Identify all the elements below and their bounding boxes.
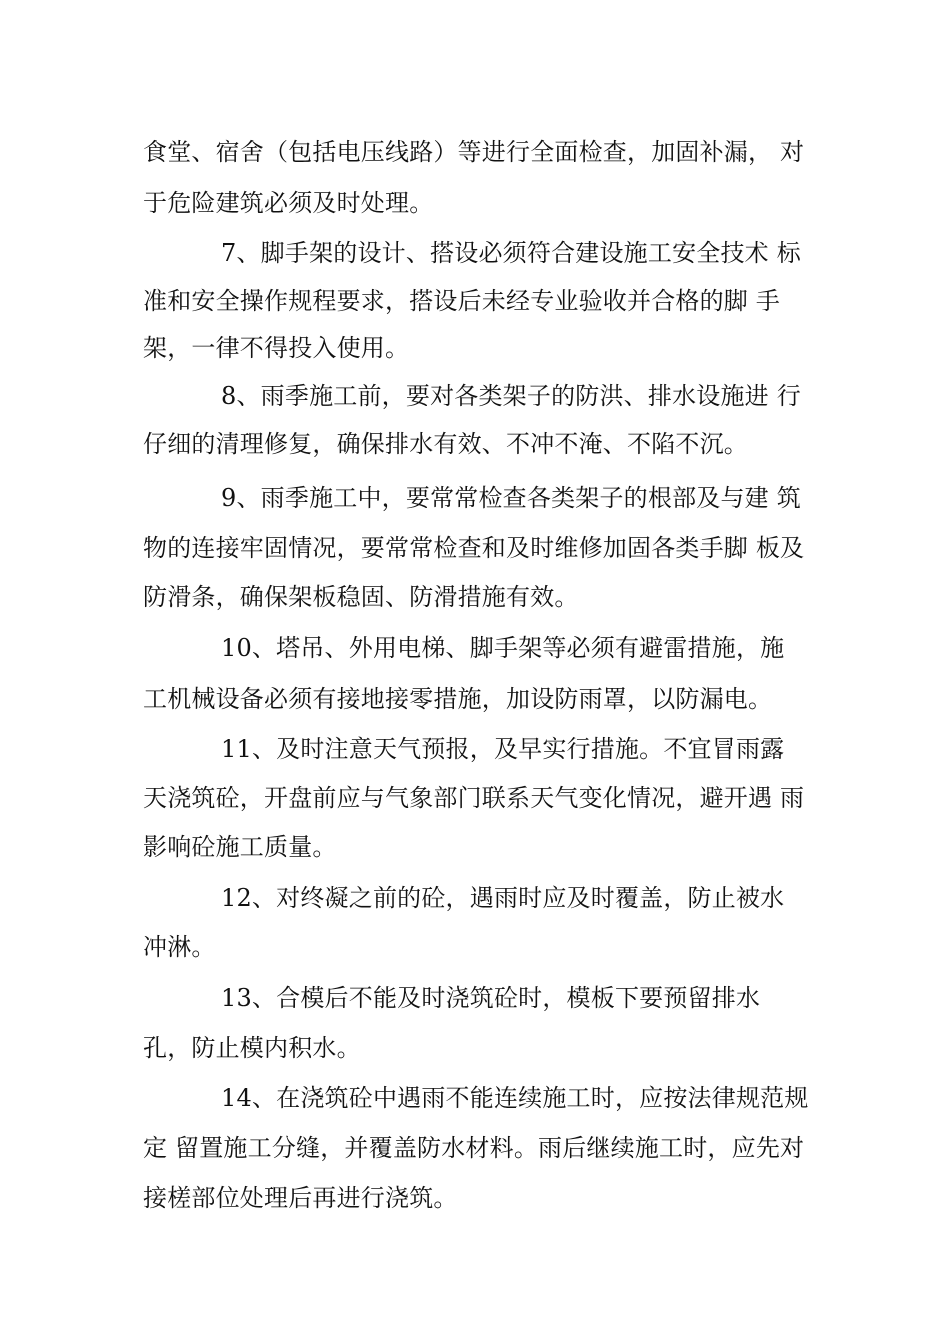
text-line: 定 留置施工分缝，并覆盖防水材料。雨后继续施工时，应先对 [143,1134,805,1162]
paragraph-10-line: 10、塔吊、外用电梯、脚手架等必须有避雷措施，施 [221,634,785,662]
text-line: 防滑条，确保架板稳固、防滑措施有效。 [143,583,579,611]
paragraph-13-line: 13、合模后不能及时浇筑砼时，模板下要预留排水 [221,984,761,1012]
text-line: 冲淋。 [143,933,216,961]
paragraph-7-line: 7、脚手架的设计、搭设必须符合建设施工安全技术 标 [221,239,801,267]
paragraph-8-line: 8、雨季施工前，要对各类架子的防洪、排水设施进 行 [221,382,801,410]
text-line: 于危险建筑必须及时处理。 [143,189,434,217]
paragraph-14-line: 14、在浇筑砼中遇雨不能连续施工时，应按法律规范规 [221,1084,809,1112]
text-line: 仔细的清理修复，确保排水有效、不冲不淹、不陷不沉。 [143,430,748,458]
text-line: 影响砼施工质量。 [143,833,337,861]
text-line: 物的连接牢固情况，要常常检查和及时维修加固各类手脚 板及 [143,534,805,562]
paragraph-11-line: 11、及时注意天气预报，及早实行措施。不宜冒雨露 [221,735,785,763]
text-line: 架，一律不得投入使用。 [143,334,410,362]
text-line: 食堂、宿舍（包括电压线路）等进行全面检查，加固补漏， 对 [143,138,805,166]
text-line: 准和安全操作规程要求，搭设后未经专业验收并合格的脚 手 [143,287,781,315]
paragraph-12-line: 12、对终凝之前的砼，遇雨时应及时覆盖，防止被水 [221,884,785,912]
text-line: 接槎部位处理后再进行浇筑。 [143,1184,458,1212]
text-line: 工机械设备必须有接地接零措施，加设防雨罩，以防漏电。 [143,685,773,713]
paragraph-9-line: 9、雨季施工中，要常常检查各类架子的根部及与建 筑 [221,484,801,512]
text-line: 孔，防止模内积水。 [143,1034,361,1062]
text-line: 天浇筑砼，开盘前应与气象部门联系天气变化情况，避开遇 雨 [143,784,805,812]
